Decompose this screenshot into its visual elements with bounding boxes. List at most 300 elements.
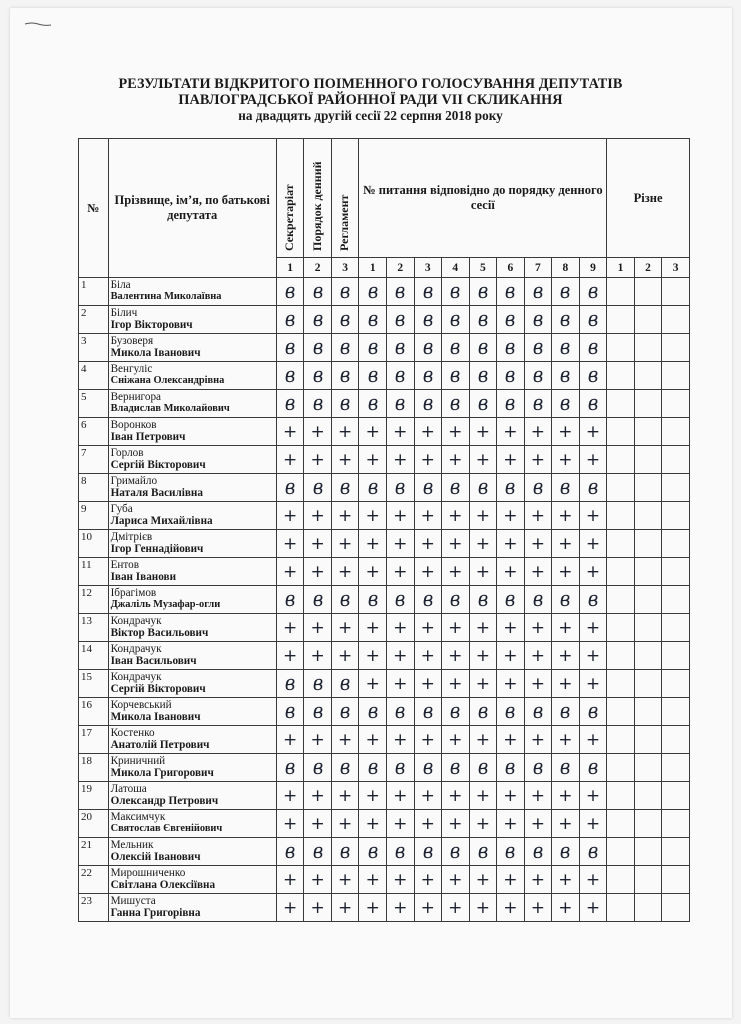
vote-for-mark: + xyxy=(365,449,380,470)
vote-absent-mark: в xyxy=(422,474,433,499)
vote-cell xyxy=(579,782,607,810)
vote-absent-mark: в xyxy=(477,334,489,359)
deputy-name xyxy=(108,754,276,782)
vote-absent-mark: в xyxy=(450,306,461,331)
header-name: Прізвище, ім’я, по батькові депутата xyxy=(108,139,276,278)
deputy-surname: Ентов xyxy=(110,559,140,571)
misc-cell xyxy=(634,362,662,390)
vote-absent-mark: в xyxy=(422,362,433,387)
vote-for-mark: + xyxy=(420,617,435,638)
vote-for-mark: + xyxy=(338,813,353,834)
vote-cell xyxy=(304,698,332,726)
vote-cell xyxy=(414,614,442,642)
title-line-1: РЕЗУЛЬТАТИ ВІДКРИТОГО ПОІМЕННОГО ГОЛОСУВАННЯ ДЕПУТАТІВ xyxy=(118,76,623,92)
vote-for-mark: + xyxy=(448,785,463,806)
subheader-number: 2 xyxy=(386,258,414,278)
vote-for-mark: + xyxy=(338,869,353,890)
vote-cell xyxy=(386,698,414,726)
misc-cell xyxy=(634,502,662,530)
vote-cell xyxy=(386,362,414,390)
vote-cell xyxy=(414,474,442,502)
deputy-given-names: Світлана Олексіївна xyxy=(110,879,216,891)
vote-cell xyxy=(552,474,580,502)
table-row xyxy=(79,278,690,306)
vote-cell xyxy=(524,754,552,782)
vote-cell xyxy=(414,670,442,698)
vote-absent-mark: в xyxy=(560,586,571,611)
vote-cell xyxy=(386,894,414,922)
header-questions: № питання відповідно до порядку денного сесії xyxy=(359,139,607,258)
misc-cell xyxy=(634,418,662,446)
misc-cell xyxy=(634,558,662,586)
misc-cell xyxy=(607,614,635,642)
subheader-number: 1 xyxy=(607,258,635,278)
vote-for-mark: + xyxy=(475,505,490,526)
vote-cell xyxy=(497,670,525,698)
vote-cell xyxy=(442,558,470,586)
misc-cell xyxy=(662,754,690,782)
vote-absent-mark: в xyxy=(312,698,323,723)
deputy-name xyxy=(108,614,276,642)
deputy-given-names: Анатолій Петрович xyxy=(110,739,210,751)
vote-absent-mark: в xyxy=(312,362,323,387)
deputy-name xyxy=(108,474,276,502)
vote-cell xyxy=(469,474,497,502)
deputy-surname: Вернигора xyxy=(110,391,162,403)
deputy-surname: Біла xyxy=(110,279,131,291)
vote-cell xyxy=(469,810,497,838)
vote-cell xyxy=(579,418,607,446)
vote-for-mark: + xyxy=(530,421,546,442)
vote-for-mark: + xyxy=(338,561,353,582)
vote-cell xyxy=(331,390,359,418)
vote-cell xyxy=(304,390,332,418)
vote-for-mark: + xyxy=(393,897,408,918)
vote-cell xyxy=(386,446,414,474)
misc-cell xyxy=(634,278,662,306)
vote-absent-mark: в xyxy=(477,838,489,863)
vote-absent-mark: в xyxy=(560,362,571,387)
vote-for-mark: + xyxy=(282,813,298,834)
vote-for-mark: + xyxy=(530,561,546,582)
vote-cell xyxy=(331,838,359,866)
vote-cell xyxy=(414,362,442,390)
vote-absent-mark: в xyxy=(395,334,406,359)
misc-cell xyxy=(662,306,690,334)
vote-cell xyxy=(331,278,359,306)
vote-absent-mark: в xyxy=(367,334,378,359)
vote-for-mark: + xyxy=(338,729,353,750)
vote-cell xyxy=(552,334,580,362)
table-row xyxy=(79,894,690,922)
vote-for-mark: + xyxy=(448,533,463,554)
vote-cell xyxy=(386,670,414,698)
vote-cell xyxy=(304,446,332,474)
misc-cell xyxy=(634,446,662,474)
vote-absent-mark: в xyxy=(395,278,406,303)
vote-cell xyxy=(469,698,497,726)
vote-absent-mark: в xyxy=(284,586,296,611)
vote-for-mark: + xyxy=(310,421,325,442)
deputy-name xyxy=(108,642,276,670)
deputy-name xyxy=(108,586,276,614)
row-number: 8 xyxy=(79,474,109,502)
deputy-given-names: Олексій Іванович xyxy=(110,851,201,863)
vote-for-mark: + xyxy=(530,673,546,694)
vote-cell xyxy=(331,418,359,446)
deputy-surname: Воронков xyxy=(110,419,157,431)
vote-for-mark: + xyxy=(530,505,546,526)
vote-cell xyxy=(414,810,442,838)
deputy-surname: Ібрагімов xyxy=(110,587,157,599)
vote-cell xyxy=(386,278,414,306)
vote-cell xyxy=(469,838,497,866)
vote-absent-mark: в xyxy=(312,474,323,499)
misc-cell xyxy=(662,390,690,418)
vote-for-mark: + xyxy=(530,869,546,890)
vote-cell xyxy=(276,838,304,866)
vote-cell xyxy=(331,474,359,502)
subheader-number: 9 xyxy=(579,258,607,278)
vote-absent-mark: в xyxy=(477,698,489,723)
vote-cell xyxy=(331,782,359,810)
deputy-name xyxy=(108,446,276,474)
vote-absent-mark: в xyxy=(422,698,433,723)
vote-absent-mark: в xyxy=(367,754,378,779)
misc-cell xyxy=(662,698,690,726)
vote-absent-mark: в xyxy=(395,306,406,331)
vote-cell xyxy=(414,334,442,362)
vote-cell xyxy=(579,642,607,670)
vote-for-mark: + xyxy=(585,813,601,834)
vote-for-mark: + xyxy=(475,729,490,750)
vote-cell xyxy=(524,810,552,838)
vote-for-mark: + xyxy=(393,505,408,526)
vote-absent-mark: в xyxy=(532,586,544,611)
vote-for-mark: + xyxy=(585,505,601,526)
header-reglament: Регламент xyxy=(331,139,359,258)
misc-cell xyxy=(634,698,662,726)
deputy-surname: Мишуста xyxy=(110,895,156,907)
vote-cell xyxy=(304,670,332,698)
vote-for-mark: + xyxy=(530,785,546,806)
vote-cell xyxy=(276,866,304,894)
vote-absent-mark: в xyxy=(450,586,461,611)
vote-cell xyxy=(304,754,332,782)
vote-cell xyxy=(386,586,414,614)
vote-cell xyxy=(386,418,414,446)
deputy-given-names: Наталя Василівна xyxy=(110,487,203,499)
vote-cell xyxy=(524,614,552,642)
misc-cell xyxy=(607,670,635,698)
table-row xyxy=(79,530,690,558)
vote-absent-mark: в xyxy=(505,334,516,359)
vote-for-mark: + xyxy=(365,505,380,526)
vote-cell xyxy=(386,726,414,754)
vote-for-mark: + xyxy=(558,869,573,890)
vote-absent-mark: в xyxy=(367,390,378,415)
vote-cell xyxy=(442,278,470,306)
vote-for-mark: + xyxy=(503,617,518,638)
vote-absent-mark: в xyxy=(505,838,516,863)
vote-absent-mark: в xyxy=(450,278,461,303)
vote-cell xyxy=(276,502,304,530)
vote-for-mark: + xyxy=(503,561,518,582)
vote-cell xyxy=(442,306,470,334)
vote-for-mark: + xyxy=(282,617,298,638)
title-line-3: на двадцять другій сесії 22 серпня 2018 року xyxy=(238,108,503,123)
vote-for-mark: + xyxy=(585,869,601,890)
vote-cell xyxy=(276,530,304,558)
vote-cell xyxy=(386,558,414,586)
vote-cell xyxy=(304,474,332,502)
misc-cell xyxy=(662,782,690,810)
misc-cell xyxy=(662,530,690,558)
vote-cell xyxy=(469,670,497,698)
vote-cell xyxy=(359,838,387,866)
vote-cell xyxy=(552,726,580,754)
vote-for-mark: + xyxy=(420,785,435,806)
header-misc: Різне xyxy=(607,139,690,258)
vote-absent-mark: в xyxy=(312,754,323,779)
vote-cell xyxy=(304,334,332,362)
vote-cell xyxy=(552,698,580,726)
vote-absent-mark: в xyxy=(505,698,516,723)
vote-cell xyxy=(579,698,607,726)
vote-cell xyxy=(331,306,359,334)
vote-for-mark: + xyxy=(503,505,518,526)
vote-cell xyxy=(497,614,525,642)
vote-for-mark: + xyxy=(585,533,601,554)
vote-cell xyxy=(386,474,414,502)
vote-for-mark: + xyxy=(503,533,518,554)
vote-cell xyxy=(414,894,442,922)
vote-for-mark: + xyxy=(338,645,353,666)
table-row xyxy=(79,558,690,586)
vote-for-mark: + xyxy=(448,645,463,666)
deputy-surname: Мельник xyxy=(110,839,154,851)
vote-cell xyxy=(524,558,552,586)
vote-for-mark: + xyxy=(448,421,463,442)
pen-mark xyxy=(24,20,52,28)
row-number: 9 xyxy=(79,502,109,530)
vote-cell xyxy=(579,726,607,754)
vote-for-mark: + xyxy=(338,449,353,470)
vote-for-mark: + xyxy=(393,869,408,890)
vote-cell xyxy=(469,530,497,558)
vote-for-mark: + xyxy=(585,561,601,582)
vote-for-mark: + xyxy=(448,673,463,694)
vote-cell xyxy=(359,642,387,670)
vote-for-mark: + xyxy=(585,449,601,470)
vote-cell xyxy=(497,866,525,894)
misc-cell xyxy=(607,698,635,726)
misc-cell xyxy=(634,306,662,334)
vote-for-mark: + xyxy=(503,421,518,442)
vote-absent-mark: в xyxy=(587,306,599,331)
deputy-given-names: Валентина Миколаївна xyxy=(110,291,222,302)
vote-for-mark: + xyxy=(393,785,408,806)
vote-cell xyxy=(469,586,497,614)
deputy-name xyxy=(108,278,276,306)
vote-cell xyxy=(386,614,414,642)
deputy-name xyxy=(108,306,276,334)
vote-absent-mark: в xyxy=(422,334,433,359)
vote-cell xyxy=(552,754,580,782)
vote-cell xyxy=(414,726,442,754)
deputy-given-names: Ганна Григорівна xyxy=(110,907,201,919)
vote-cell xyxy=(442,390,470,418)
row-number: 5 xyxy=(79,390,109,418)
vote-for-mark: + xyxy=(475,897,490,918)
vote-absent-mark: в xyxy=(532,474,544,499)
vote-absent-mark: в xyxy=(560,278,571,303)
row-number: 21 xyxy=(79,838,109,866)
vote-cell xyxy=(579,474,607,502)
vote-cell xyxy=(469,866,497,894)
vote-cell xyxy=(497,894,525,922)
vote-absent-mark: в xyxy=(339,306,351,331)
vote-for-mark: + xyxy=(475,421,490,442)
vote-cell xyxy=(359,810,387,838)
vote-cell xyxy=(414,446,442,474)
vote-absent-mark: в xyxy=(312,838,323,863)
vote-absent-mark: в xyxy=(422,838,433,863)
deputy-given-names: Микола Григорович xyxy=(110,767,214,779)
subheader-number: 1 xyxy=(276,258,304,278)
vote-cell xyxy=(414,530,442,558)
vote-absent-mark: в xyxy=(560,474,571,499)
vote-absent-mark: в xyxy=(284,754,296,779)
table-row xyxy=(79,306,690,334)
vote-cell xyxy=(359,586,387,614)
vote-for-mark: + xyxy=(475,449,490,470)
vote-cell xyxy=(524,306,552,334)
vote-cell xyxy=(442,894,470,922)
vote-cell xyxy=(469,390,497,418)
deputy-name xyxy=(108,894,276,922)
vote-absent-mark: в xyxy=(477,754,489,779)
misc-cell xyxy=(634,838,662,866)
vote-cell xyxy=(524,446,552,474)
subheader-number: 3 xyxy=(331,258,359,278)
vote-absent-mark: в xyxy=(367,698,378,723)
vote-cell xyxy=(579,894,607,922)
vote-cell xyxy=(497,362,525,390)
vote-for-mark: + xyxy=(282,785,298,806)
table-row xyxy=(79,362,690,390)
vote-cell xyxy=(552,838,580,866)
vote-absent-mark: в xyxy=(422,390,433,415)
vote-cell xyxy=(552,642,580,670)
table-row xyxy=(79,670,690,698)
vote-for-mark: + xyxy=(282,645,298,666)
vote-cell xyxy=(304,278,332,306)
subheader-number: 3 xyxy=(662,258,690,278)
vote-for-mark: + xyxy=(393,421,408,442)
table-row xyxy=(79,698,690,726)
vote-cell xyxy=(276,278,304,306)
vote-for-mark: + xyxy=(282,897,298,918)
row-number: 23 xyxy=(79,894,109,922)
misc-cell xyxy=(607,838,635,866)
subheader-number: 6 xyxy=(497,258,525,278)
vote-absent-mark: в xyxy=(587,362,599,387)
vote-absent-mark: в xyxy=(532,334,544,359)
vote-absent-mark: в xyxy=(284,278,296,303)
vote-for-mark: + xyxy=(448,813,463,834)
vote-for-mark: + xyxy=(282,533,298,554)
row-number: 4 xyxy=(79,362,109,390)
misc-cell xyxy=(662,838,690,866)
deputy-name xyxy=(108,530,276,558)
vote-cell xyxy=(276,726,304,754)
vote-cell xyxy=(442,642,470,670)
vote-for-mark: + xyxy=(558,729,573,750)
vote-cell xyxy=(442,810,470,838)
vote-cell xyxy=(304,894,332,922)
vote-for-mark: + xyxy=(530,897,546,918)
vote-cell xyxy=(524,586,552,614)
vote-for-mark: + xyxy=(530,729,546,750)
vote-for-mark: + xyxy=(365,645,380,666)
misc-cell xyxy=(662,614,690,642)
vote-cell xyxy=(442,866,470,894)
vote-absent-mark: в xyxy=(312,390,323,415)
vote-for-mark: + xyxy=(558,533,573,554)
vote-for-mark: + xyxy=(448,561,463,582)
misc-cell xyxy=(662,726,690,754)
deputy-given-names: Ігор Геннадійович xyxy=(110,543,204,555)
deputy-surname: Максимчук xyxy=(110,811,166,823)
deputy-name xyxy=(108,810,276,838)
vote-absent-mark: в xyxy=(367,586,378,611)
vote-absent-mark: в xyxy=(560,838,571,863)
vote-cell xyxy=(469,642,497,670)
vote-cell xyxy=(579,502,607,530)
vote-cell xyxy=(276,894,304,922)
vote-cell xyxy=(524,418,552,446)
vote-for-mark: + xyxy=(420,561,435,582)
vote-for-mark: + xyxy=(448,897,463,918)
vote-for-mark: + xyxy=(310,813,325,834)
vote-absent-mark: в xyxy=(312,670,323,695)
vote-for-mark: + xyxy=(420,729,435,750)
vote-absent-mark: в xyxy=(532,754,544,779)
vote-cell xyxy=(579,530,607,558)
vote-cell xyxy=(469,278,497,306)
vote-for-mark: + xyxy=(365,813,380,834)
vote-absent-mark: в xyxy=(339,390,351,415)
misc-cell xyxy=(634,586,662,614)
table-row xyxy=(79,866,690,894)
vote-cell xyxy=(579,754,607,782)
vote-absent-mark: в xyxy=(395,474,406,499)
vote-absent-mark: в xyxy=(339,474,351,499)
vote-absent-mark: в xyxy=(450,474,461,499)
vote-cell xyxy=(304,614,332,642)
vote-for-mark: + xyxy=(475,645,490,666)
vote-absent-mark: в xyxy=(560,390,571,415)
vote-cell xyxy=(552,362,580,390)
vote-cell xyxy=(331,334,359,362)
vote-for-mark: + xyxy=(558,561,573,582)
vote-absent-mark: в xyxy=(587,838,599,863)
vote-cell xyxy=(497,278,525,306)
vote-cell xyxy=(304,502,332,530)
vote-absent-mark: в xyxy=(395,362,406,387)
vote-for-mark: + xyxy=(338,617,353,638)
